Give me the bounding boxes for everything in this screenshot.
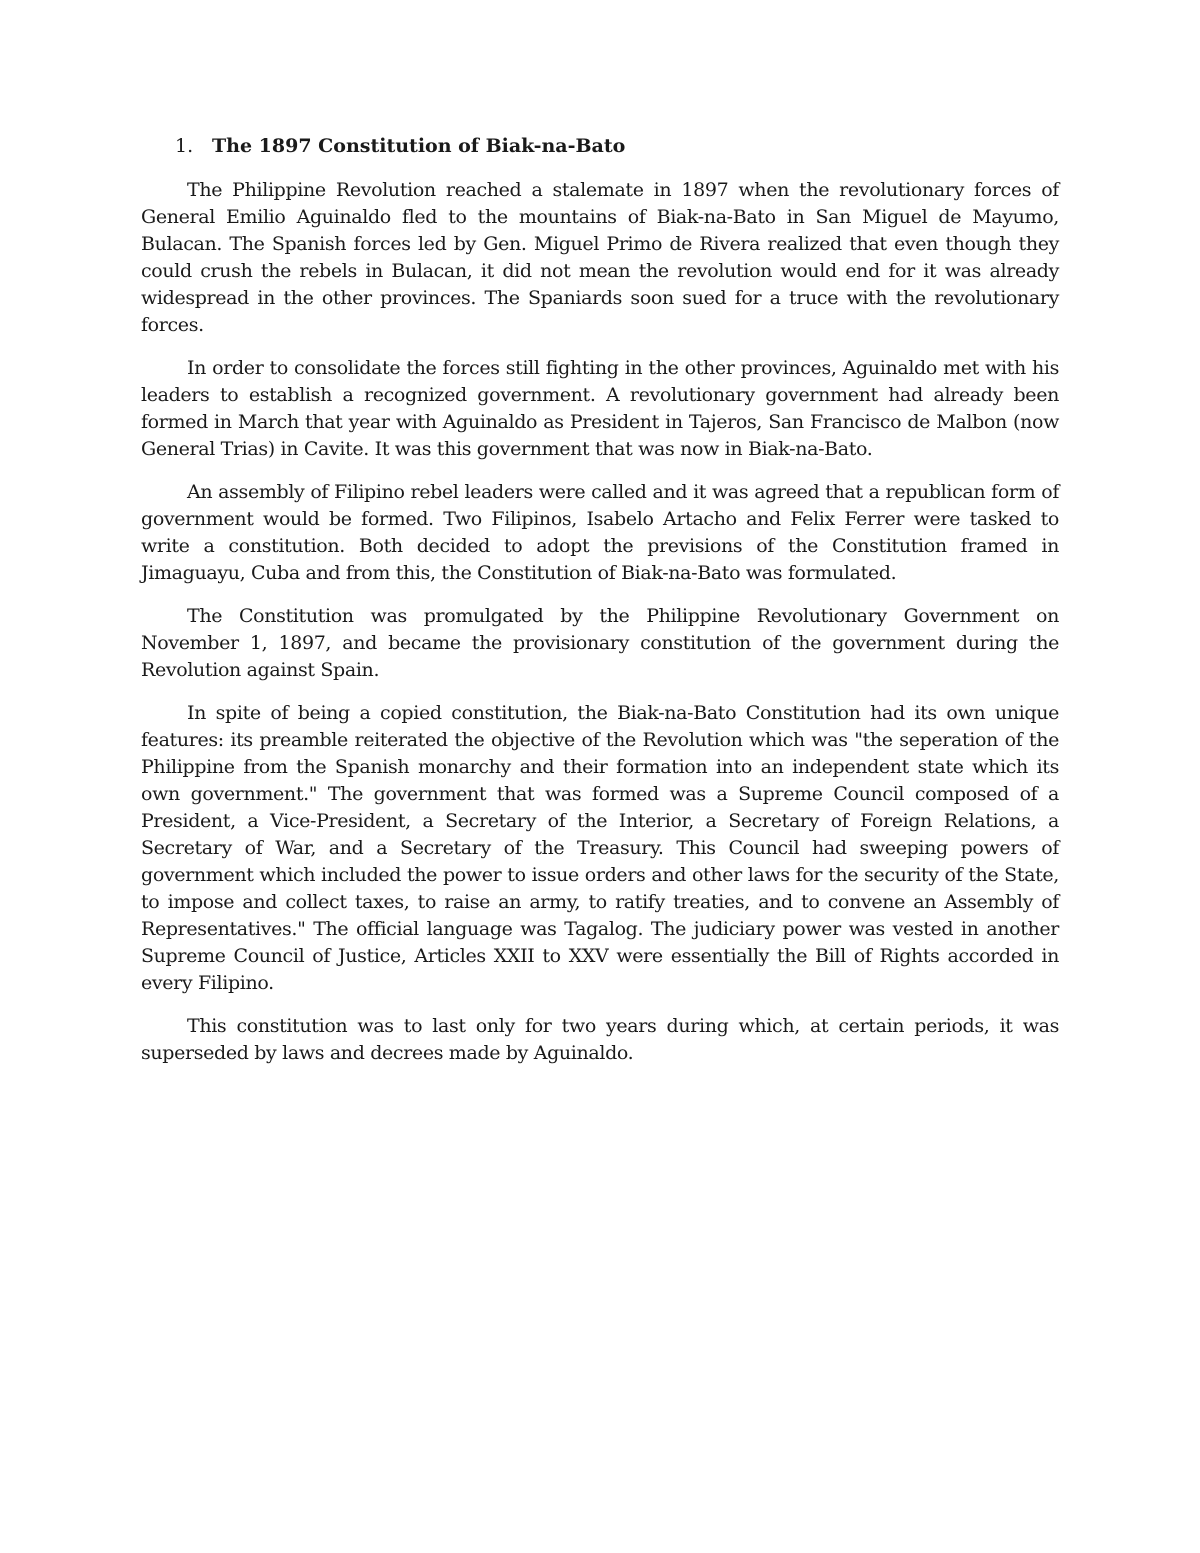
- section-heading: [175, 133, 1059, 160]
- paragraph-stalemate: The Philippine Revolution reached a stalemate in 1897 when the revolutionary forces of General Emilio Aguinaldo fled to the mountains of Biak-na-Bato in San Miguel de Mayumo, Bulacan. The Spanish forces led by Gen. Miguel Primo de Rivera realized that even though they could crush the rebels in Bulacan, it did not mean the revolution would end for it was already widespread in the other provinces. The Spaniards soon sued for a truce with the revolutionary forces.: [141, 179, 1059, 336]
- section-title: The 1897 Constitution of Biak-na-Bato: [212, 135, 626, 157]
- document-body: [141, 133, 1059, 1083]
- paragraph-features: In spite of being a copied constitution, the Biak-na-Bato Constitution had its own unique features: its preamble reiterated the objective of the Revolution which was "the seperation of the Philippine from the Spanish monarchy and their formation into an independent state which its own government." The government that was formed was a Supreme Council composed of a President, a Vice-President, a Secretary of the Interior, a Secretary of Foreign Relations, a Secretary of War, and a Secretary of the Treasury. This Council had sweeping powers of government which included the power to issue orders and other laws for the security of the State, to impose and collect taxes, to raise an army, to ratify treaties, and to convene an Assembly of Representatives." The official language was Tagalog. The judiciary power was vested in another Supreme Council of Justice, Articles XXII to XXV were essentially the Bill of Rights accorded in every Filipino.: [141, 702, 1059, 994]
- paragraph-assembly: An assembly of Filipino rebel leaders were called and it was agreed that a republican form of government would be formed. Two Filipinos, Isabelo Artacho and Felix Ferrer were tasked to write a constitution. Both decided to adopt the previsions of the Constitution framed in Jimaguayu, Cuba and from this, the Constitution of Biak-na-Bato was formulated.: [141, 481, 1059, 584]
- section-number: 1.: [175, 135, 194, 157]
- paragraph-consolidation: In order to consolidate the forces still fighting in the other provinces, Aguinaldo met with his leaders to establish a recognized government. A revolutionary government had already been formed in March that year with Aguinaldo as President in Tajeros, San Francisco de Malbon (now General Trias) in Cavite. It was this government that was now in Biak-na-Bato.: [141, 357, 1059, 460]
- paragraph-promulgation: The Constitution was promulgated by the Philippine Revolutionary Government on November 1, 1897, and became the provisionary constitution of the government during the Revolution against Spain.: [141, 605, 1059, 681]
- paragraph-duration: This constitution was to last only for two years during which, at certain periods, it was superseded by laws and decrees made by Aguinaldo.: [141, 1015, 1059, 1064]
